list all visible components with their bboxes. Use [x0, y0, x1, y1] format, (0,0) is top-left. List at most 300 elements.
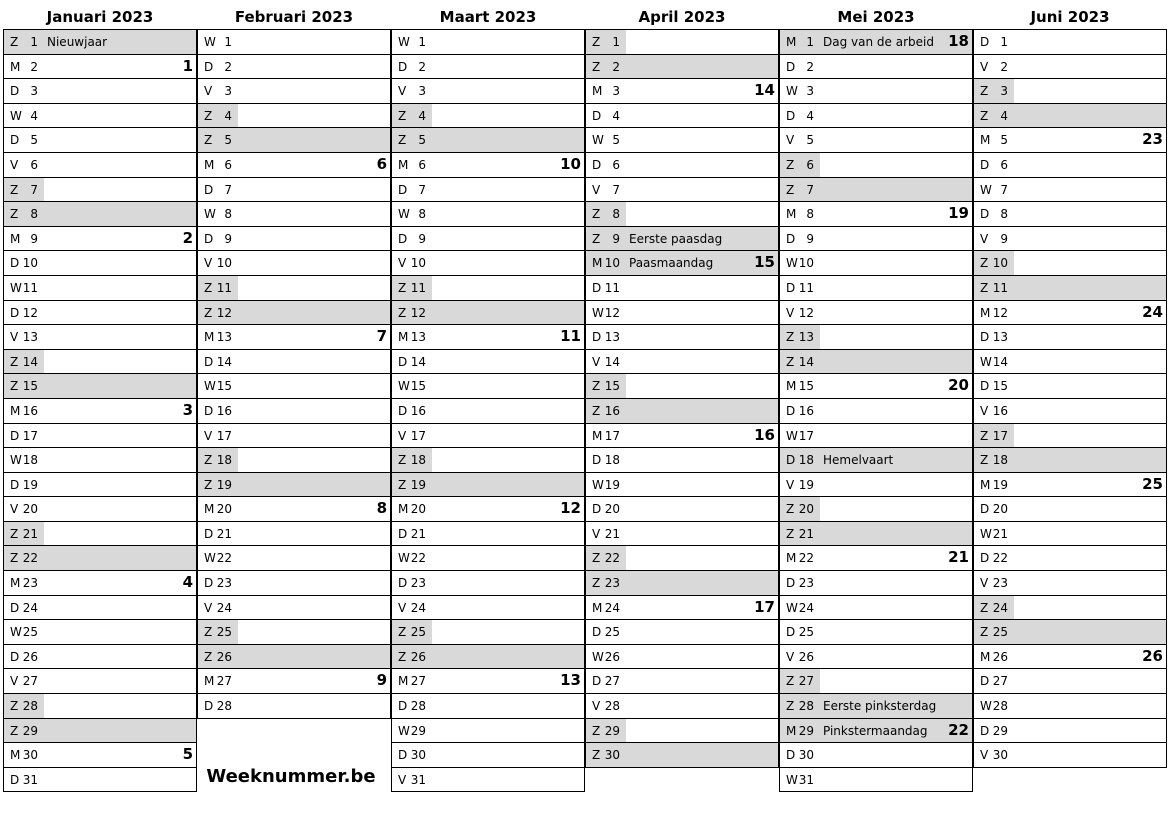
day-number: 19: [22, 477, 38, 492]
week-number: 7: [376, 327, 387, 346]
weekday-letter: V: [204, 84, 213, 99]
day-number: 28: [410, 699, 426, 714]
weekday-letter: V: [398, 428, 407, 443]
day-row: [3, 768, 197, 793]
holiday-label: Nieuwjaar: [47, 35, 108, 49]
day-row: [585, 276, 779, 301]
day-row: [3, 596, 197, 621]
day-number: 15: [604, 379, 620, 394]
day-number: 28: [798, 699, 814, 714]
day-row: [585, 325, 779, 350]
day-row: [779, 596, 973, 621]
weekday-letter: D: [398, 748, 408, 763]
day-number: 20: [992, 502, 1008, 517]
day-number: 16: [798, 403, 814, 418]
day-row: [585, 669, 779, 694]
week-number: 12: [560, 499, 581, 518]
weekday-letter: D: [398, 59, 408, 74]
weekday-letter: W: [204, 207, 216, 222]
day-row: [973, 522, 1167, 547]
weekday-letter: D: [204, 576, 214, 591]
week-number: 16: [754, 425, 775, 444]
day-number: 23: [992, 576, 1008, 591]
weekday-letter: Z: [592, 59, 601, 74]
weekday-letter: D: [10, 256, 20, 271]
weekday-letter: M: [980, 649, 991, 664]
day-row: [3, 620, 197, 645]
week-number: 18: [948, 32, 969, 50]
month-title: Juni 2023: [1030, 8, 1110, 26]
day-row: [585, 55, 779, 80]
day-number: 4: [806, 108, 814, 123]
day-row: [197, 694, 391, 719]
weekday-letter: M: [10, 231, 21, 246]
day-row: [391, 669, 585, 694]
day-number: 1: [1000, 35, 1008, 49]
day-row: [779, 153, 973, 178]
day-row: [973, 301, 1167, 326]
day-number: 20: [22, 502, 38, 517]
day-row: [197, 596, 391, 621]
day-row: [585, 448, 779, 473]
day-number: 2: [806, 59, 814, 74]
day-row: [3, 276, 197, 301]
day-number: 11: [410, 280, 426, 295]
week-number: 6: [376, 154, 387, 173]
weekday-letter: D: [204, 403, 214, 418]
week-number: 1: [182, 56, 193, 75]
day-number: 3: [612, 84, 620, 99]
weekday-letter: V: [592, 699, 601, 714]
day-row: [779, 79, 973, 104]
day-number: 29: [992, 723, 1008, 738]
weekday-letter: D: [980, 35, 990, 49]
day-number: 20: [410, 502, 426, 517]
weekday-letter: D: [980, 379, 990, 394]
day-row: [3, 546, 197, 571]
month-title: Mei 2023: [837, 8, 915, 26]
weekday-letter: Z: [786, 674, 795, 689]
weekday-letter: M: [398, 674, 409, 689]
day-row: [779, 669, 973, 694]
weekday-letter: W: [398, 723, 410, 738]
day-number: 4: [224, 108, 232, 123]
day-number: 6: [1000, 157, 1008, 172]
day-row: [3, 719, 197, 744]
week-number: 20: [948, 376, 969, 395]
day-row: [391, 202, 585, 227]
weekday-letter: W: [592, 477, 604, 492]
day-number: 22: [604, 551, 620, 566]
day-number: 27: [22, 674, 38, 689]
day-number: 8: [806, 207, 814, 222]
day-number: 2: [612, 59, 620, 74]
day-row: [391, 399, 585, 424]
weekday-letter: M: [786, 723, 797, 738]
weekday-letter: Z: [786, 330, 795, 345]
day-number: 5: [806, 133, 814, 148]
day-row: [779, 325, 973, 350]
day-row: [197, 153, 391, 178]
day-number: 5: [418, 133, 426, 148]
weekday-letter: Z: [980, 600, 989, 615]
day-number: 1: [806, 35, 814, 49]
day-row: [973, 596, 1167, 621]
day-number: 11: [798, 280, 814, 295]
day-row: [779, 522, 973, 547]
weekday-letter: Z: [980, 108, 989, 123]
weekday-letter: Z: [204, 133, 213, 148]
weekday-letter: Z: [980, 428, 989, 443]
weekday-letter: W: [398, 35, 410, 49]
day-row: [3, 325, 197, 350]
day-number: 28: [992, 699, 1008, 714]
weekday-letter: M: [398, 330, 409, 345]
day-row: [973, 325, 1167, 350]
weekday-letter: D: [786, 59, 796, 74]
day-number: 1: [418, 35, 426, 49]
weekday-letter: D: [980, 502, 990, 517]
day-number: 29: [798, 723, 814, 738]
day-row: [585, 497, 779, 522]
day-number: 22: [798, 551, 814, 566]
day-number: 17: [798, 428, 814, 443]
day-number: 17: [604, 428, 620, 443]
day-row: [391, 719, 585, 744]
weekday-letter: M: [10, 403, 21, 418]
day-row: [973, 694, 1167, 719]
weekday-letter: M: [204, 330, 215, 345]
weekday-letter: V: [398, 772, 407, 787]
weekday-letter: D: [980, 551, 990, 566]
weekday-letter: W: [10, 280, 22, 295]
day-row: [391, 743, 585, 768]
weekday-letter: W: [592, 133, 604, 148]
day-number: 23: [410, 576, 426, 591]
weekday-letter: D: [204, 526, 214, 541]
day-number: 19: [798, 477, 814, 492]
day-number: 4: [612, 108, 620, 123]
day-number: 30: [798, 748, 814, 763]
holiday-label: Eerste pinksterdag: [823, 699, 937, 714]
weekday-letter: D: [10, 477, 20, 492]
day-number: 13: [410, 330, 426, 345]
weekday-letter: D: [786, 231, 796, 246]
day-row: [197, 30, 391, 55]
day-row: [197, 178, 391, 203]
day-number: 11: [604, 280, 620, 295]
weekday-letter: Z: [398, 280, 407, 295]
day-number: 6: [224, 157, 232, 172]
day-number: 11: [216, 280, 232, 295]
day-row: [585, 374, 779, 399]
weekday-letter: V: [398, 256, 407, 271]
day-number: 9: [418, 231, 426, 246]
weekday-letter: D: [592, 453, 602, 468]
day-number: 13: [992, 330, 1008, 345]
month-column: [779, 5, 973, 792]
day-number: 9: [612, 231, 620, 246]
day-list: [3, 29, 197, 792]
weekday-letter: D: [786, 625, 796, 640]
day-row: [779, 743, 973, 768]
day-number: 7: [224, 182, 232, 197]
day-number: 27: [604, 674, 620, 689]
weekday-letter: Z: [398, 133, 407, 148]
day-row: [973, 448, 1167, 473]
week-number: 3: [182, 400, 193, 419]
day-row: [973, 55, 1167, 80]
day-number: 3: [30, 84, 38, 99]
weekday-letter: Z: [592, 35, 601, 49]
week-number: 26: [1142, 646, 1163, 665]
weekday-letter: D: [10, 600, 20, 615]
day-number: 10: [604, 256, 620, 271]
day-number: 24: [22, 600, 38, 615]
day-number: 29: [22, 723, 38, 738]
day-number: 26: [992, 649, 1008, 664]
weekday-letter: Z: [980, 256, 989, 271]
day-number: 21: [410, 526, 426, 541]
day-number: 18: [410, 453, 426, 468]
day-number: 26: [604, 649, 620, 664]
day-row: [3, 374, 197, 399]
weekday-letter: M: [204, 157, 215, 172]
weekday-letter: V: [592, 526, 601, 541]
day-list: [779, 29, 973, 792]
holiday-label: Dag van de arbeid: [823, 35, 934, 49]
day-row: [585, 104, 779, 129]
day-row: [391, 546, 585, 571]
weekday-letter: M: [10, 748, 21, 763]
weekday-letter: D: [786, 280, 796, 295]
week-number: 15: [754, 253, 775, 272]
day-number: 10: [992, 256, 1008, 271]
day-row: [973, 424, 1167, 449]
weekday-letter: D: [592, 280, 602, 295]
day-number: 21: [992, 526, 1008, 541]
day-row: [197, 128, 391, 153]
day-number: 12: [604, 305, 620, 320]
day-number: 25: [604, 625, 620, 640]
day-number: 6: [806, 157, 814, 172]
weekday-letter: D: [592, 108, 602, 123]
month-column: [585, 5, 779, 768]
weekday-letter: Z: [786, 182, 795, 197]
day-row: [3, 424, 197, 449]
day-row: [973, 104, 1167, 129]
weekday-letter: V: [10, 330, 19, 345]
weekday-letter: W: [786, 772, 798, 787]
weekday-letter: D: [980, 157, 990, 172]
weekday-letter: W: [786, 600, 798, 615]
day-number: 17: [216, 428, 232, 443]
day-number: 7: [612, 182, 620, 197]
day-number: 15: [798, 379, 814, 394]
day-row: [391, 153, 585, 178]
day-row: [779, 276, 973, 301]
weekday-letter: Z: [980, 625, 989, 640]
day-row: [973, 79, 1167, 104]
day-row: [391, 30, 585, 55]
day-row: [391, 645, 585, 670]
weekday-letter: M: [980, 477, 991, 492]
day-row: [779, 227, 973, 252]
weekday-letter: Z: [204, 477, 213, 492]
day-number: 10: [798, 256, 814, 271]
day-number: 12: [992, 305, 1008, 320]
day-number: 23: [216, 576, 232, 591]
day-row: [779, 448, 973, 473]
day-number: 30: [22, 748, 38, 763]
weekday-letter: Z: [592, 207, 601, 222]
day-row: [973, 399, 1167, 424]
month-column: [197, 5, 391, 719]
brand-label: Weeknummer.be: [206, 766, 376, 787]
day-row: [3, 694, 197, 719]
day-row: [585, 30, 779, 55]
day-number: 13: [22, 330, 38, 345]
holiday-label: Eerste paasdag: [629, 231, 723, 246]
day-row: [973, 719, 1167, 744]
day-row: [973, 497, 1167, 522]
day-row: [973, 743, 1167, 768]
week-number: 2: [182, 228, 193, 247]
day-number: 20: [604, 502, 620, 517]
day-row: [391, 424, 585, 449]
day-row: [585, 620, 779, 645]
day-number: 5: [224, 133, 232, 148]
weekday-letter: Z: [980, 84, 989, 99]
weekday-letter: W: [204, 35, 216, 49]
day-number: 25: [216, 625, 232, 640]
weekday-letter: W: [786, 84, 798, 99]
weekday-letter: Z: [398, 625, 407, 640]
weekday-letter: V: [10, 157, 19, 172]
day-number: 30: [604, 748, 620, 763]
weekday-letter: D: [204, 354, 214, 369]
weekday-letter: M: [786, 551, 797, 566]
day-number: 24: [604, 600, 620, 615]
day-number: 15: [22, 379, 38, 394]
day-number: 4: [418, 108, 426, 123]
day-number: 15: [410, 379, 426, 394]
day-row: [585, 424, 779, 449]
day-row: [585, 473, 779, 498]
day-row: [391, 55, 585, 80]
weekday-letter: Z: [786, 157, 795, 172]
day-row: [391, 350, 585, 375]
day-row: [779, 30, 973, 55]
day-row: [779, 301, 973, 326]
weekday-letter: Z: [592, 403, 601, 418]
weekday-letter: Z: [786, 354, 795, 369]
day-row: [585, 743, 779, 768]
week-number: 21: [948, 548, 969, 567]
day-row: [3, 79, 197, 104]
weekday-letter: Z: [10, 551, 19, 566]
day-row: [197, 424, 391, 449]
day-number: 1: [30, 35, 38, 49]
day-number: 12: [410, 305, 426, 320]
day-number: 27: [216, 674, 232, 689]
day-number: 10: [22, 256, 38, 271]
day-row: [973, 350, 1167, 375]
weekday-letter: D: [204, 182, 214, 197]
weekday-letter: Z: [398, 649, 407, 664]
weekday-letter: D: [786, 576, 796, 591]
day-number: 9: [806, 231, 814, 246]
weekday-letter: D: [398, 231, 408, 246]
day-row: [779, 202, 973, 227]
day-number: 14: [22, 354, 38, 369]
week-number: 4: [182, 573, 193, 592]
weekday-letter: D: [10, 305, 20, 320]
weekday-letter: D: [398, 354, 408, 369]
day-row: [779, 620, 973, 645]
weekday-letter: Z: [204, 625, 213, 640]
day-number: 29: [604, 723, 620, 738]
day-row: [779, 645, 973, 670]
weekday-letter: Z: [398, 477, 407, 492]
day-row: [973, 669, 1167, 694]
month-title: Februari 2023: [234, 8, 354, 26]
weekday-letter: W: [398, 551, 410, 566]
day-row: [973, 645, 1167, 670]
day-number: 14: [798, 354, 814, 369]
day-row: [197, 645, 391, 670]
day-number: 17: [22, 428, 38, 443]
day-row: [973, 128, 1167, 153]
weekday-letter: M: [980, 305, 991, 320]
day-number: 8: [612, 207, 620, 222]
weekday-letter: Z: [592, 723, 601, 738]
day-number: 13: [604, 330, 620, 345]
day-row: [3, 571, 197, 596]
week-number: 23: [1142, 130, 1163, 149]
day-number: 9: [224, 231, 232, 246]
weekday-letter: V: [786, 649, 795, 664]
day-row: [391, 571, 585, 596]
day-row: [197, 374, 391, 399]
week-number: 5: [182, 745, 193, 764]
day-number: 28: [216, 699, 232, 714]
day-row: [197, 546, 391, 571]
day-row: [197, 325, 391, 350]
day-number: 8: [30, 207, 38, 222]
day-number: 21: [798, 526, 814, 541]
day-row: [973, 202, 1167, 227]
day-number: 26: [410, 649, 426, 664]
day-number: 25: [992, 625, 1008, 640]
weekday-letter: Z: [10, 379, 19, 394]
month-title: April 2023: [638, 8, 726, 26]
weekday-letter: Z: [592, 379, 601, 394]
day-row: [585, 202, 779, 227]
weekday-letter: W: [980, 354, 992, 369]
weekday-letter: Z: [10, 207, 19, 222]
day-row: [585, 350, 779, 375]
weekday-letter: Z: [204, 453, 213, 468]
weekday-letter: V: [10, 674, 19, 689]
day-number: 28: [604, 699, 620, 714]
day-row: [779, 473, 973, 498]
weekday-letter: D: [980, 723, 990, 738]
weekday-letter: V: [204, 600, 213, 615]
day-number: 26: [22, 649, 38, 664]
weekday-letter: D: [980, 674, 990, 689]
day-row: [973, 473, 1167, 498]
